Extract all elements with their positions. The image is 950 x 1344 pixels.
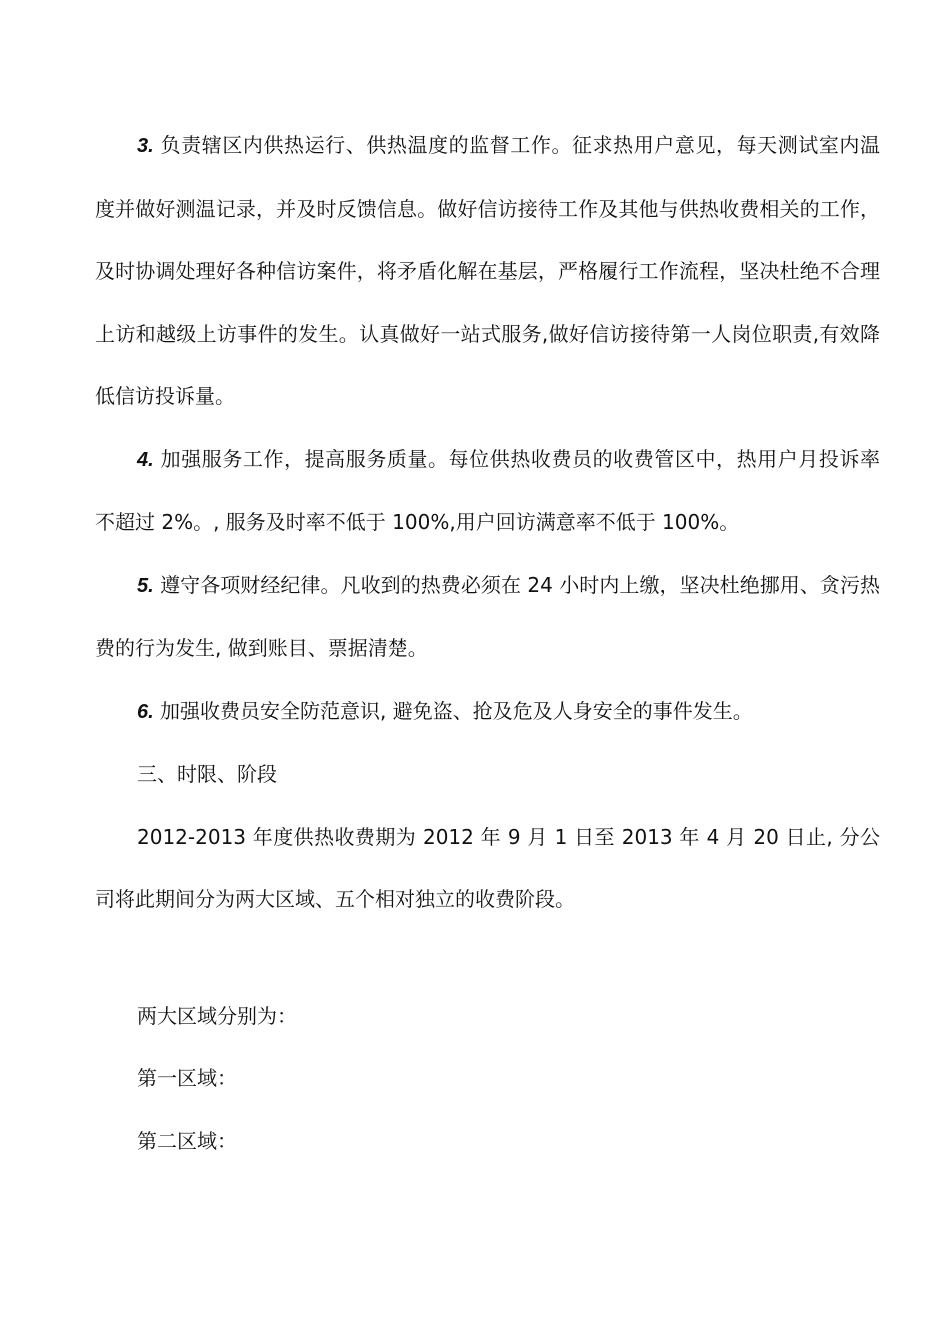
- regions-intro: 两大区域分别为：: [137, 1003, 297, 1028]
- item-number: 5.: [137, 574, 154, 597]
- region-two-label: 第二区域：: [137, 1128, 237, 1153]
- section-heading: 三、时限、阶段: [137, 762, 277, 786]
- region-one-label: 第一区域：: [137, 1066, 237, 1090]
- blank-spacer: [95, 931, 880, 985]
- paragraph-text: 加强收费员安全防范意识, 避免盗、抢及危及人身安全的事件发生。: [160, 698, 753, 723]
- item-number: 4.: [137, 448, 154, 471]
- period-paragraph: 2012-2013 年度供热收费期为 2012 年 9 月 1 日至 2013 年 4 月 20 日止, 分公司将此期间分为两大区域、五个相对独立的收费阶段。: [95, 824, 880, 911]
- paragraph-item-5: [95, 554, 880, 680]
- paragraph-item-6: [95, 680, 880, 744]
- item-number: 6.: [137, 700, 154, 723]
- paragraph-item-4: [95, 428, 880, 554]
- paragraph-item-3: [95, 114, 880, 428]
- paragraph-text: 加强服务工作，提高服务质量。每位供热收费员的收费管区中，热用户月投诉率不超过 2%。, 服务及时率不低于 100%,用户回访满意率不低于 100%。: [95, 446, 881, 534]
- document-body: [95, 114, 880, 1172]
- item-number: 3.: [137, 135, 154, 157]
- paragraph-text: 负责辖区内供热运行、供热温度的监督工作。征求热用户意见，每天测试室内温度并做好测温记录，并及时反馈信息。做好信访接待工作及其他与供热收费相关的工作，及时协调处理好各种信访案件，将矛盾化解在基层，严格履行工作流程，坚决杜绝不合理上访和越级上访事件的发生。认真做好一站式服务,做好信访接待第一人岗位职责,有效降低信访投诉量。: [95, 133, 881, 408]
- paragraph-text: 遵守各项财经纪律。凡收到的热费必须在 24 小时内上缴，坚决杜绝挪用、贪污热费的行为发生, 做到账目、票据清楚。: [95, 572, 881, 660]
